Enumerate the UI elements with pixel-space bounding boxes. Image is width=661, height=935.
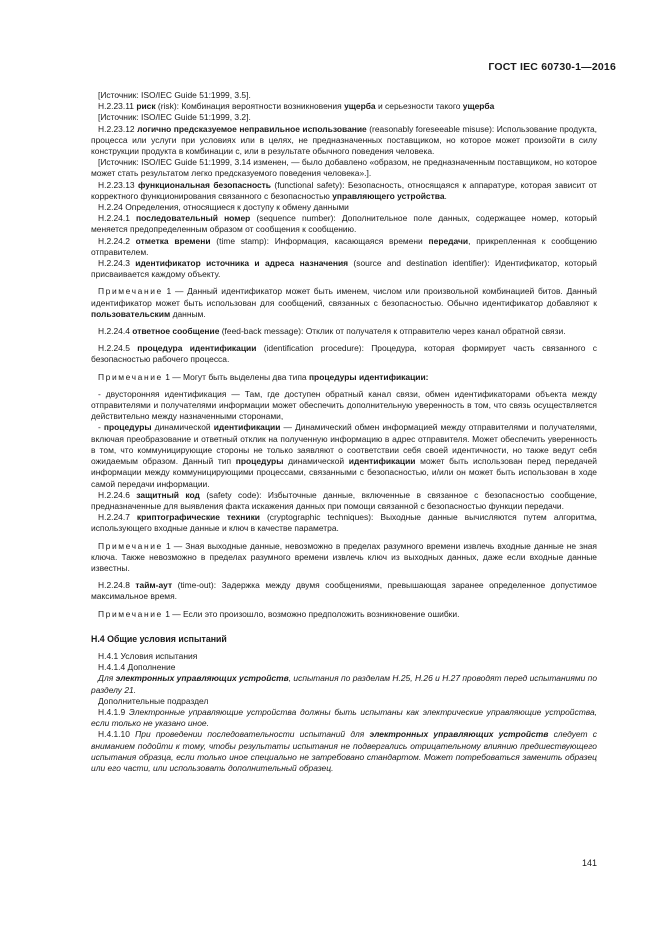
term: криптографические техники xyxy=(136,512,260,523)
note-label: Примечание xyxy=(98,540,163,551)
note-label: Примечание xyxy=(98,371,163,382)
term: идентификации xyxy=(213,422,281,433)
paragraph-h419: H.4.1.9 Электронные управляющие устройства должны быть испытаны как электрические управляющие устройства, если только не указано иное. xyxy=(91,706,597,729)
term: процедуры xyxy=(103,422,152,433)
paragraph-term-sequence-number: H.2.24.1 последовательный номер (sequence number): Дополнительное поле данных, содержащее номер, который меняется предопределенным образом от сообщения к сообщению. xyxy=(91,213,597,235)
list-item-dynamic: - процедуры динамической идентификации — Динамический обмен информацией между отправителями и получателями, включая преобразование и ответный отклик на полученную информацию в адрес отправителя. Может обеспечить уверенность в том, что коммуницирующие стороны не только заявляют о соответствии себя своей идентичности, но также ведут себя ожидаемым образом. Данный тип процедуры динамической идентификации может быть использован перед передачей информации между коммуницирующими процессами, связанными с безопасностью, и/или он может быть использован в ходе самой передачи информации. xyxy=(91,422,597,489)
paragraph-term-risk: H.2.23.11 риск (risk): Комбинация вероятности возникновения ущерба и серьезности такого ущерба xyxy=(98,101,495,112)
term: функциональная безопасность xyxy=(138,179,271,190)
term: тайм-аут xyxy=(135,580,173,591)
paragraph-term-time-out: H.2.24.8 тайм-аут (time-out): Задержка между двумя сообщениями, превышающая заранее определенное допустимое максимальное время. xyxy=(91,580,597,602)
term: передачи xyxy=(428,235,469,246)
term: процедура идентификации xyxy=(137,343,257,354)
paragraph: [Источник: ISO/IEC Guide 51:1999, 3.5]. xyxy=(98,90,251,100)
term: риск xyxy=(136,101,156,112)
paragraph-term-identifier: H.2.24.3 идентификатор источника и адреса назначения (source and destination identifier): Идентификатор, который присваивается каждому объекту. xyxy=(91,258,597,280)
paragraph-term-safety-code: H.2.24.6 защитный код (safety code): Избыточные данные, включенные в связанное с безопасностью сообщение, предназначенные для выявления факта искажения данных при помощи связанной с безопасностью функции передачи. xyxy=(91,489,598,511)
term: отметка времени xyxy=(135,235,211,246)
term: управляющего устройства xyxy=(332,190,445,201)
note-identification-types: Примечание 1 — Могут быть выделены два типа процедуры идентификации: xyxy=(98,371,429,382)
paragraph-h4110: H.4.1.10 При проведении последовательности испытаний для электронных управляющих устройств следует с вниманием подойти к тому, чтобы результаты испытания не подвергались отрицательному влиянию предшествующего испытания образца, если только иное специально не затребовано стандартом. Может потребоваться заменить образец или его части, или использовать дополнительный образец. xyxy=(91,729,598,773)
term: ущерба xyxy=(462,101,495,112)
paragraph-term-misuse: H.2.23.12 логично предсказуемое неправильное использование (reasonably foreseeable misuse): Использование продукта, процесса или услуги при условиях или в целях, не предназначенных поставщиком, но которое может произойти в силу конструкции продукта в комбинации с, или в результате обычного поведения человека. xyxy=(91,123,598,157)
term: процедуры xyxy=(235,456,284,467)
term: ущерба xyxy=(344,101,376,112)
term: электронных управляющих устройств xyxy=(115,673,289,684)
subheading: H.4.1 Условия испытания xyxy=(98,650,198,661)
paragraph-term-cryptographic: H.2.24.7 криптографические техники (cryptographic techniques): Выходные данные вычисляются путем алгоритма, использующего входные данные и ключ в качестве параметра. xyxy=(91,512,598,534)
term: пользовательским xyxy=(91,308,171,319)
note-cryptographic: Примечание 1 — Зная выходные данные, невозможно в пределах разумного времени извлечь входные данные не зная ключа. Также невозможно в пределах разумного времени извлечь ключ из выходных данных, даже если входные данные известны. xyxy=(91,540,597,573)
term: процедуры идентификации: xyxy=(308,371,429,382)
paragraph-term-time-stamp: H.2.24.2 отметка времени (time stamp): Информация, касающаяся времени передачи, прикрепленная к сообщению отправителем. xyxy=(91,235,598,257)
note-time-out: Примечание 1 — Если это произошло, возможно предположить возникновение ошибки. xyxy=(98,608,460,619)
section-heading: H.4 Общие условия испытаний xyxy=(91,633,227,644)
paragraph-term-feedback: H.2.24.4 ответное сообщение (feed-back message): Отклик от получателя к отправителю через канал обратной связи. xyxy=(98,326,566,337)
term: идентификатор источника и адреса назначения xyxy=(135,258,349,269)
page-body xyxy=(91,90,597,774)
term: защитный код xyxy=(136,489,200,500)
note-label: Примечание xyxy=(98,286,163,297)
document-header-id: ГОСТ IEC 60730-1—2016 xyxy=(488,61,616,73)
term: ответное сообщение xyxy=(132,326,220,337)
note-identifier: Примечание 1 — Данный идентификатор может быть именем, числом или произвольной комбинацией битов. Данный идентификатор может быть использован для сообщений, связанных с безопасностью. Обычно идентификатор добавляют к пользовательским данным. xyxy=(91,286,597,319)
term: последовательный номер xyxy=(136,213,251,224)
subheading: Дополнительные подраздел xyxy=(98,695,209,706)
paragraph-term-identification-procedure: H.2.24.5 процедура идентификации (identification procedure): Процедура, которая формирует часть связанного с безопасностью рабочего процесса. xyxy=(91,343,597,365)
paragraph: [Источник: ISO/IEC Guide 51:1999, 3.2]. xyxy=(98,112,251,123)
note-label: Примечание xyxy=(98,608,163,619)
page-number: 141 xyxy=(581,858,597,868)
list-item-two-way: - двусторонняя идентификация — Там, где доступен обратный канал связи, обмен идентификаторами объекта между отправителями и получателями информации может обеспечить дополнительную уверенность в том, что связь осуществляется действительно между назначенными сторонами, xyxy=(91,388,597,422)
subheading-definitions: H.2.24 Определения, относящиеся к доступу к обмену данными xyxy=(98,202,349,213)
term: логично предсказуемое неправильное использование xyxy=(137,123,367,134)
term: идентификации xyxy=(348,456,416,467)
subheading: H.4.1.4 Дополнение xyxy=(98,662,176,673)
paragraph-source: [Источник: ISO/IEC Guide 51:1999, 3.14 изменен, — было добавлено «образом, не предназначенным поставщиком, но которое может стать результатом легко предсказуемого поведения человека».]. xyxy=(91,157,597,179)
paragraph-testing-order: Для электронных управляющих устройств, испытания по разделам H.25, H.26 и H.27 проводят перед испытаниями по разделу 21. xyxy=(91,673,598,695)
term: электронных управляющих устройств xyxy=(369,729,549,740)
paragraph-term-functional-safety: H.2.23.13 функциональная безопасность (functional safety): Безопасность, относящаяся к аппаратуре, которая зависит от корректного функционирования связанного с безопасностью управляющего устройства. xyxy=(91,179,597,201)
